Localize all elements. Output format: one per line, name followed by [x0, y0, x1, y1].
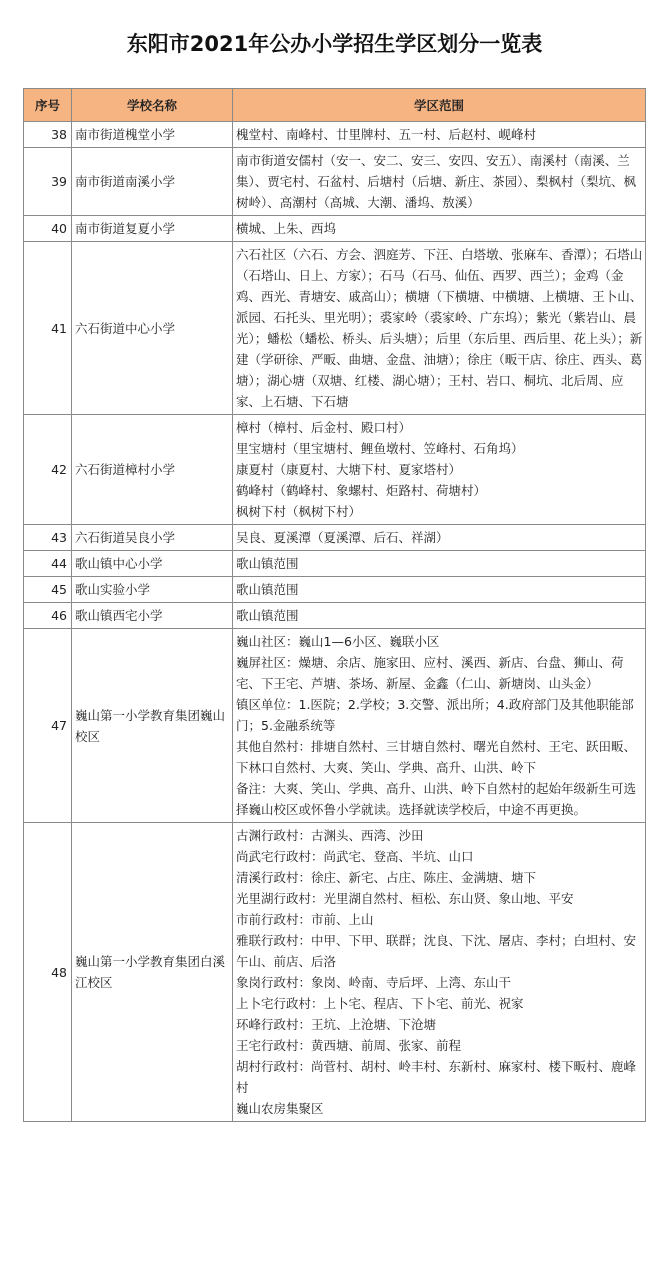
range-line: 环峰行政村：王坑、上沧塘、下沧塘 — [236, 1017, 437, 1032]
range-line: 其他自然村：排塘自然村、三甘塘自然村、曙光自然村、王宅、跃田畈、下林口自然村、大爽、笑山、学典、高升、山洪、岭下 — [236, 739, 637, 775]
row-school: 南市街道槐堂小学 — [72, 122, 233, 148]
range-line: 槐堂村、南峰村、廿里牌村、五一村、后赵村、岘峰村 — [236, 127, 537, 142]
header-range: 学区范围 — [233, 89, 646, 122]
table-row — [24, 525, 646, 551]
range-line: 巍山农房集聚区 — [236, 1101, 324, 1116]
row-school: 巍山第一小学教育集团巍山校区 — [72, 629, 233, 823]
range-line: 王宅行政村：黄西塘、前周、张家、前程 — [236, 1038, 462, 1053]
range-line: 巍屏社区：燥塘、余店、施家田、应村、溪西、新店、台盘、狮山、荷宅、下王宅、芦塘、茶场、新屋、金鑫（仁山、新塘岗、山头金） — [236, 655, 624, 691]
table-row — [24, 148, 646, 216]
row-range — [233, 525, 646, 551]
row-range — [233, 629, 646, 823]
row-no: 45 — [24, 577, 72, 603]
row-no: 48 — [24, 823, 72, 1122]
table-row — [24, 122, 646, 148]
range-line: 歌山镇范围 — [236, 556, 299, 571]
range-line: 尚武宅行政村：尚武宅、登高、半坑、山口 — [236, 849, 474, 864]
range-line: 歌山镇范围 — [236, 608, 299, 623]
table-row — [24, 216, 646, 242]
row-school: 歌山实验小学 — [72, 577, 233, 603]
row-range — [233, 242, 646, 415]
table-row — [24, 603, 646, 629]
row-range — [233, 415, 646, 525]
row-range — [233, 148, 646, 216]
range-line: 康夏村（康夏村、大塘下村、夏家塔村） — [236, 462, 462, 477]
range-line: 胡村行政村：尚菅村、胡村、岭丰村、东新村、麻家村、楼下畈村、鹿峰村 — [236, 1059, 637, 1095]
row-school: 歌山镇西宅小学 — [72, 603, 233, 629]
row-range — [233, 122, 646, 148]
range-line: 象岗行政村：象岗、岭南、寺后坪、上湾、东山干 — [236, 975, 512, 990]
range-line: 吴良、夏溪潭（夏溪潭、后石、祥湖） — [236, 530, 449, 545]
range-line: 备注：大爽、笑山、学典、高升、山洪、岭下自然村的起始年级新生可选择巍山校区或怀鲁小学就读。选择就读学校后，中途不再更换。 — [236, 781, 637, 817]
range-line: 镇区单位：1.医院；2.学校；3.交警、派出所；4.政府部门及其他职能部门；5.金融系统等 — [236, 697, 634, 733]
row-range — [233, 216, 646, 242]
row-no: 38 — [24, 122, 72, 148]
row-no: 42 — [24, 415, 72, 525]
row-school: 歌山镇中心小学 — [72, 551, 233, 577]
table-header-row — [24, 89, 646, 122]
page-title: 东阳市2021年公办小学招生学区划分一览表 — [126, 32, 543, 56]
table-row — [24, 577, 646, 603]
row-no: 40 — [24, 216, 72, 242]
row-no: 41 — [24, 242, 72, 415]
row-no: 43 — [24, 525, 72, 551]
row-school: 南市街道复夏小学 — [72, 216, 233, 242]
row-no: 39 — [24, 148, 72, 216]
row-range — [233, 603, 646, 629]
range-line: 歌山镇范围 — [236, 582, 299, 597]
range-line: 光里湖行政村：光里湖自然村、桓松、东山贤、象山地、平安 — [236, 891, 574, 906]
table-row — [24, 551, 646, 577]
range-line: 清溪行政村：徐庄、新宅、占庄、陈庄、金满塘、塘下 — [236, 870, 537, 885]
header-no: 序号 — [24, 89, 72, 122]
row-school: 巍山第一小学教育集团白溪江校区 — [72, 823, 233, 1122]
table-row — [24, 415, 646, 525]
range-line: 市前行政村：市前、上山 — [236, 912, 374, 927]
row-range — [233, 823, 646, 1122]
school-district-table — [23, 88, 646, 1122]
row-school: 六石街道中心小学 — [72, 242, 233, 415]
range-line: 南市街道安儒村（安一、安二、安三、安四、安五）、南溪村（南溪、兰集）、贾宅村、石盆村、后塘村（后塘、新庄、茶园）、梨枫村（梨坑、枫树岭）、高潮村（高城、大潮、潘坞、敖溪） — [236, 153, 637, 210]
row-no: 44 — [24, 551, 72, 577]
row-no: 47 — [24, 629, 72, 823]
table-row — [24, 629, 646, 823]
range-line: 横城、上朱、西坞 — [236, 221, 337, 236]
table-row — [24, 823, 646, 1122]
range-line: 枫树下村（枫树下村） — [236, 504, 362, 519]
range-line: 樟村（樟村、后金村、殿口村） — [236, 420, 412, 435]
header-school: 学校名称 — [72, 89, 233, 122]
range-line: 里宝塘村（里宝塘村、鲤鱼墩村、笠峰村、石角坞） — [236, 441, 524, 456]
row-range — [233, 577, 646, 603]
table-row — [24, 242, 646, 415]
row-range — [233, 551, 646, 577]
row-school: 南市街道南溪小学 — [72, 148, 233, 216]
row-school: 六石街道吴良小学 — [72, 525, 233, 551]
range-line: 雅联行政村：中甲、下甲、联群；沈良、下沈、屠店、李村；白坦村、安午山、前店、后洛 — [236, 933, 637, 969]
range-line: 六石社区（六石、方会、泗庭芳、下汪、白塔墩、张麻车、香潭）；石塔山（石塔山、日上、方家）；石马（石马、仙伍、西罗、西兰）；金鸡（金鸡、西光、青塘安、戚高山）；横塘（下横塘、中横塘、上横塘、王卜山、派园、石托头、里光明）；裘家岭（裘家岭、广东坞）；紫光（紫岩山、晨光）；蟠松（蟠松、桥头、后头塘）；后里（东后里、西后里、花上头）；新建（学研徐、严畈、曲塘、金盘、油塘）；徐庄（畈干店、徐庄、西头、葛塘）；湖心塘（双塘、红楼、湖心塘）；王村、岩口、桐坑、北后周、应家、上石塘、下石塘 — [236, 247, 643, 409]
range-line: 古渊行政村：古渊头、西湾、沙田 — [236, 828, 424, 843]
range-line: 上卜宅行政村：上卜宅、程店、下卜宅、前光、祝家 — [236, 996, 524, 1011]
row-school: 六石街道樟村小学 — [72, 415, 233, 525]
range-line: 鹤峰村（鹤峰村、象螺村、炬路村、荷塘村） — [236, 483, 487, 498]
row-no: 46 — [24, 603, 72, 629]
range-line: 巍山社区：巍山1—6小区、巍联小区 — [236, 634, 440, 649]
